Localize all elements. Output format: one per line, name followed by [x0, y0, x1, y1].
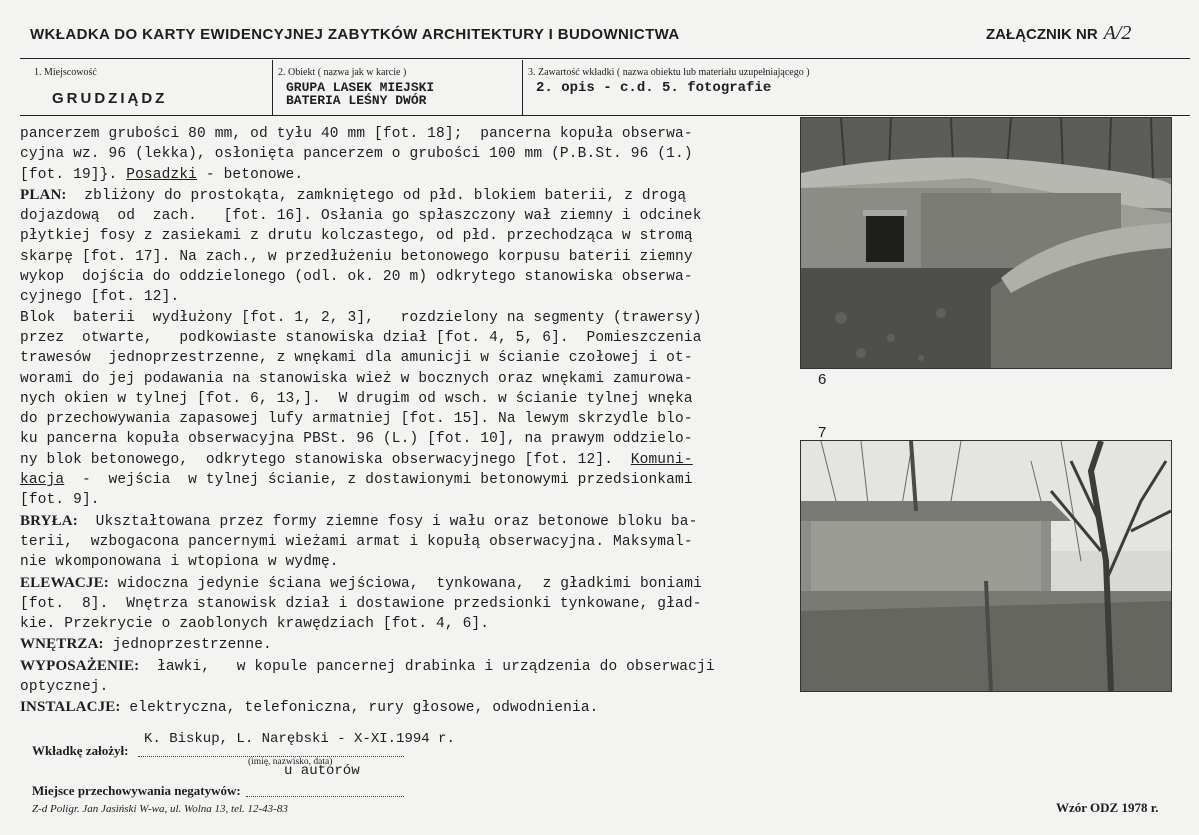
text-line: ny blok betonowego, odkrytego stanowiska obserwacyjnego [fot. 12].	[20, 451, 631, 468]
annex-handwritten-number: A/2	[1103, 22, 1132, 44]
text-line: przez otwarte, podkowiaste stanowiska dział [fot. 4, 5, 6]. Pomieszczenia	[20, 329, 702, 346]
text-line: [fot. 19]}.	[20, 166, 127, 183]
annex-number	[986, 22, 1131, 45]
content-value: 2. opis - c.d. 5. fotografie	[536, 80, 772, 96]
text-line: nie wkomponowana i wtopiona w wydmę.	[20, 554, 339, 571]
photo-battery-forest	[800, 440, 1172, 692]
text-line: [fot. 9].	[20, 492, 100, 509]
storage-dotted-line	[246, 796, 404, 797]
text-line: kie. Przekrycie o zaoblonych krawędziach [fot. 4, 6].	[20, 616, 490, 633]
text-line: dojazdową od zach. [fot. 16]. Osłania go spłaszczony wał ziemny i odcinek	[20, 208, 702, 225]
text-line: skarpę [fot. 17]. Na zach., w przedłużeniu betonowego korpusu baterii ziemny	[20, 248, 693, 265]
printer-imprint: Z-d Poligr. Jan Jasiński W-wa, ul. Wolna 13, tel. 12-43-83	[32, 803, 288, 815]
text-line: pancerzem grubości 80 mm, od tyłu 40 mm [fot. 18]; pancerna kopuła obserwa-	[20, 126, 693, 142]
text-line: [fot. 8]. Wnętrza stanowisk dział i dostawione przedsionki tynkowane, gład-	[20, 595, 702, 612]
content-label: 3. Zawartość wkładki ( nazwa obiektu lub materiału uzupełniającego )	[528, 67, 810, 78]
text-line: terii, wzbogacona pancernymi wieżami armat i kopułą obserwacyjna. Maksymal-	[20, 533, 693, 550]
section-heading-wyposazenie: WYPOSAŻENIE:	[20, 657, 140, 674]
text-line: płytkiej fosy z zasiekami z drutu kolczastego, od płd. przechodząca w stromą	[20, 228, 693, 245]
text-line: - wejścia w tylnej ścianie, z dostawionymi betonowymi przedsionkami	[64, 472, 693, 489]
text-line: ławki, w kopule pancernej drabinka i urządzenia do obserwacji	[139, 658, 715, 675]
object-label: 2. Obiekt ( nazwa jak w karcie )	[278, 67, 407, 78]
underlined-term: kacja	[20, 472, 65, 489]
section-heading-instalacje: INSTALACJE:	[20, 699, 121, 716]
photo-number-6: 6	[818, 371, 827, 388]
text-line: elektryczna, telefoniczna, rury głosowe, odwodnienia.	[120, 700, 599, 717]
locality-value: GRUDZIĄDZ	[52, 90, 168, 107]
form-template: Wzór ODZ 1978 r.	[1056, 800, 1159, 815]
text-line: - betonowe.	[197, 166, 304, 183]
top-rule	[20, 58, 1190, 59]
fields-bottom-rule	[20, 115, 1190, 116]
section-heading-elewacje: ELEWACJE:	[20, 574, 109, 591]
text-line: cyjna wz. 96 (lekka), osłonięta pancerzem o grubości 100 mm (P.B.St. 96 (1.)	[20, 146, 693, 163]
text-line: jednoprzestrzenne.	[103, 637, 272, 654]
text-line: do przechowywania zapasowej lufy armatniej [fot. 15]. Na lewym skrzydle blo-	[20, 411, 693, 428]
text-line: cyjnego [fot. 12].	[20, 289, 180, 306]
text-line: ku pancerna kopuła obserwacyjna PBSt. 96 (L.) [fot. 10], na prawym oddzielo-	[20, 431, 693, 448]
photo-battery-entrance	[800, 117, 1172, 369]
text-line: nych okien w tylnej [fot. 6, 13,]. W drugim od wsch. w ścianie tylnej wnęka	[20, 390, 693, 407]
text-line: worami do jej podawania na stanowiska wież w bocznych oraz wnękami zamurowa-	[20, 370, 693, 387]
object-value-line1: GRUPA LASEK MIEJSKI	[286, 80, 435, 95]
section-heading-bryla: BRYŁA:	[20, 512, 78, 529]
annex-label: ZAŁĄCZNIK NR	[986, 26, 1098, 43]
description-text	[20, 124, 800, 719]
photo-7-image	[801, 441, 1171, 691]
underlined-term: Posadzki	[126, 166, 198, 183]
founder-label: Wkładkę założył:	[32, 743, 129, 758]
founder-hint: (imię, nazwisko, data)	[248, 757, 333, 767]
text-line: Blok baterii wydłużony [fot. 1, 2, 3], rozdzielony na segmenty (trawersy)	[20, 309, 702, 326]
photo-6-image	[801, 118, 1171, 368]
text-line: widoczna jedynie ściana wejściowa, tynkowana, z gładkimi boniami	[108, 575, 702, 592]
object-value-line2: BATERIA LEŚNY DWÓR	[286, 93, 427, 108]
text-line: Ukształtowana przez formy ziemne fosy i wału oraz betonowe bloku ba-	[77, 513, 698, 530]
text-line: optycznej.	[20, 679, 109, 696]
underlined-term: Komuni-	[630, 451, 693, 468]
storage-label: Miejsce przechowywania negatywów:	[32, 783, 241, 798]
section-heading-plan: PLAN:	[20, 186, 67, 203]
form-title: WKŁADKA DO KARTY EWIDENCYJNEJ ZABYTKÓW ARCHITEKTURY I BUDOWNICTWA	[30, 26, 680, 43]
field-divider	[272, 60, 273, 115]
locality-label: 1. Miejscowość	[34, 67, 97, 78]
text-line: zbliżony do prostokąta, zamkniętego od płd. blokiem baterii, z drogą	[66, 187, 687, 204]
text-line: trawesów jednoprzestrzenne, z wnękami dla amunicji w ścianie czołowej i ot-	[20, 350, 693, 367]
authors-value: K. Biskup, L. Narębski - X-XI.1994 r.	[144, 731, 455, 747]
text-line: wykop dojścia do oddzielonego (odl. ok. 20 m) odkrytego stanowiska obserwa-	[20, 269, 693, 286]
section-heading-wnetrza: WNĘTRZA:	[20, 636, 104, 653]
field-divider	[522, 60, 523, 115]
photo-number-7: 7	[818, 424, 827, 441]
storage-value: u autorów	[284, 763, 360, 779]
